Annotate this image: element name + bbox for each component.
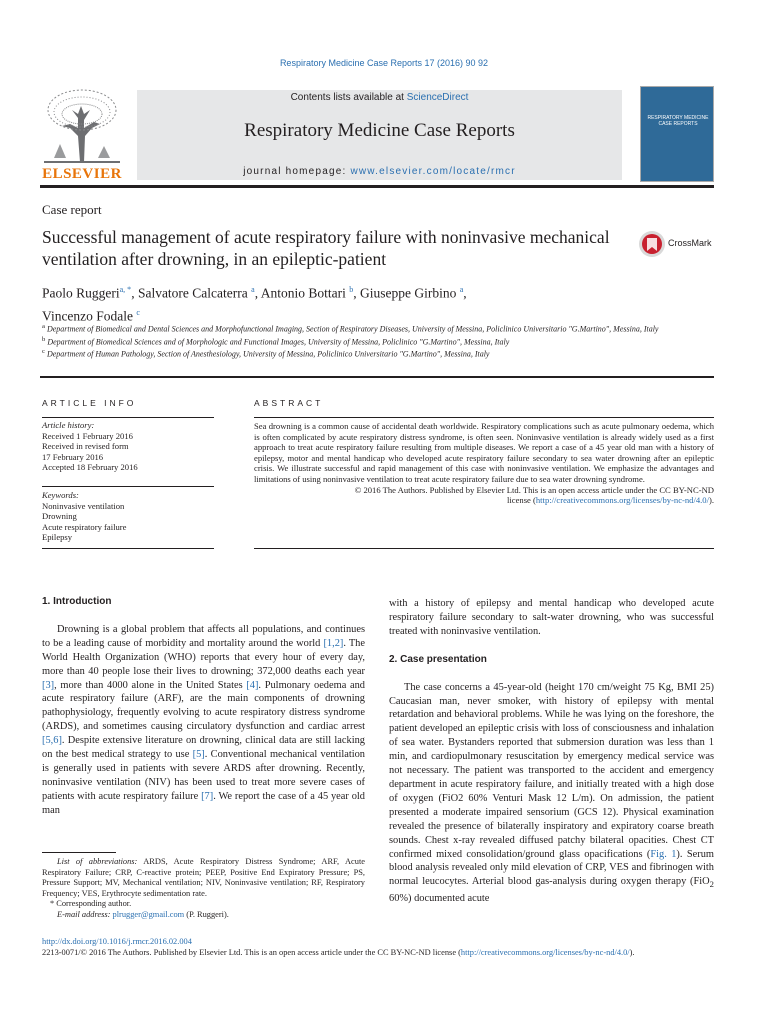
author-affiliation-mark[interactable]: a [251, 285, 255, 294]
email-note: E-mail address: plrugger@gmail.com (P. Ruggeri). [57, 909, 229, 919]
author-affiliation-mark[interactable]: c [136, 307, 140, 317]
divider [42, 417, 214, 418]
divider [254, 548, 714, 549]
intro-paragraph-continued: with a history of epilepsy and mental handicap who developed acute respiratory failure secondary to salt-water drowning, who was successful treated with noninvasive ventilation. [389, 598, 714, 637]
history-item: Received in revised form [42, 441, 129, 452]
homepage-link[interactable]: www.elsevier.com/locate/rmcr [350, 166, 516, 177]
abstract-heading: ABSTRACT [254, 398, 324, 408]
keywords [42, 490, 214, 543]
journal-title: Respiratory Medicine Case Reports [244, 120, 515, 141]
footer-license: 2213-0071/© 2016 The Authors. Published by Elsevier Ltd. This is an open access article under the CC BY-NC-ND license (http://creativecommons.org/licenses/by-nc-nd/4.0/). [42, 948, 635, 957]
journal-cover-thumbnail[interactable] [640, 86, 714, 182]
body-column-right [389, 597, 714, 906]
citation-link[interactable]: [4] [246, 679, 259, 691]
article-title: Successful management of acute respiratory failure with noninvasive mechanical ventilation after drowning, in an epileptic-patient [42, 227, 610, 269]
copyright-text: © 2016 The Authors. Published by Elsevier Ltd. This is an open access article under the CC BY-NC-ND [354, 484, 714, 495]
figure-link[interactable]: Fig. 1 [650, 848, 677, 860]
journal-homepage [137, 166, 622, 177]
article-history [42, 420, 214, 473]
affiliation: $^c$ Department of Human Pathology, Section of Anesthesiology, University of Messina, Policlinico Universitario "G.Martino", Messina, Italy [42, 348, 490, 359]
license-link[interactable]: http://creativecommons.org/licenses/by-nc-nd/4.0/ [535, 495, 709, 506]
author-affiliation-mark[interactable]: b [349, 285, 354, 294]
cover-title: RESPIRATORY MEDICINE CASE REPORTS [647, 115, 709, 127]
body-column-left [42, 595, 365, 818]
contents-line [137, 92, 622, 103]
article-info-heading: ARTICLE INFO [42, 398, 137, 408]
divider [42, 548, 214, 549]
history-label: Article history: [42, 420, 95, 430]
section-rule [40, 376, 714, 378]
abbreviations-label: List of abbreviations: [57, 857, 138, 866]
article-type: Case report [42, 202, 102, 217]
abbreviations-footnote: List of abbreviations: ARDS, Acute Respiratory Distress Syndrome; ARF, Acute Respiratory Failure; CRP, C-reactive protein; PEEP, Positive End Expiratory Pressure; PS, Pressure Support; MV, Mechanical ventilation; NIV, Noninvasive ventilation; RF, Respiratory Frequency; VES, Erythrocyte sedimentation rate. [42, 857, 366, 898]
history-item: 17 February 2016 [42, 451, 104, 462]
keyword: Acute respiratory failure [42, 521, 127, 532]
footnote-rule [42, 852, 116, 853]
divider [254, 417, 714, 418]
affiliation: $^a$ Department of Biomedical and Dental Sciences and Morphofunctional Imaging, Section of Respiratory Diseases, University of Messina, Policlinico Universitario "G.Martino", Messina, Italy [42, 323, 659, 334]
author[interactable]: Vincenzo Fodale [42, 308, 134, 323]
citation-link[interactable]: [1,2] [323, 637, 344, 649]
section-heading-introduction: 1. Introduction [42, 596, 112, 607]
author[interactable]: Salvatore Calcaterra [137, 285, 248, 301]
citation-link[interactable]: [5] [192, 749, 205, 761]
crossmark-label: CrossMark [668, 238, 712, 248]
abstract-copyright: © 2016 The Authors. Published by Elsevier Ltd. This is an open access article under the CC BY-NC-ND license (http://creativecommons.org/licenses/by-nc-nd/4.0/). [354, 484, 714, 506]
abstract-body [254, 421, 714, 506]
divider [42, 486, 214, 487]
case-paragraph: The case concerns a 45-year-old (height 170 cm/weight 75 Kg, BMI 25) Caucasian man, never smoker, with history of epilepsy with mental retardation and behavioral problems. While he was lying on the foreshore, the patient developed an epileptic crisis with loss of consciousness and inhalation of sea water. Bystanders reported that submersion duration was less than 1 min, and cardiopulmonary resuscitation by emergency medical service was not necessary. The patient was transported to the accident and emergency department in acute respiratory failure, and initially treated with a high dose of oxygen (FiO2 60% Venturi Mask 12 L/m). On admission, the patient presented a moderate impaired sensorium (GCS 12). Physical examination revealed the presence of bilaterally inspiratory and expiratory coarse breath sounds. Chest x-ray revealed diffused patchy bilateral opacities. Chest CT confirmed mixed consolidation/ground glass opacifications (Fig. 1). Serum blood analysis revealed only mild elevation of CRP, VES and fibrinogen with normal leucocytes. Arterial blood gas-analysis during oxygen therapy (FiO$_2$ 60%) documented acute [389, 681, 714, 905]
author[interactable]: Giuseppe Girbino [359, 285, 457, 301]
author-affiliation-mark[interactable]: a, * [119, 285, 132, 294]
citation-link[interactable]: [7] [201, 790, 214, 802]
crossmark-badge[interactable] [638, 229, 714, 259]
doi-link[interactable]: http://dx.doi.org/10.1016/j.rmcr.2016.02.004 [42, 937, 192, 946]
footer-license-link[interactable]: http://creativecommons.org/licenses/by-nc-nd/4.0/ [460, 948, 630, 957]
history-item: Accepted 18 February 2016 [42, 462, 138, 473]
author[interactable]: Antonio Bottari [260, 285, 346, 301]
homepage-prefix: journal homepage: [243, 166, 351, 177]
author-affiliation-mark[interactable]: a [459, 285, 464, 294]
keyword: Epilepsy [42, 532, 73, 543]
keywords-label: Keywords: [42, 490, 79, 500]
elsevier-wordmark: ELSEVIER [42, 166, 122, 182]
keyword: Noninvasive ventilation [42, 500, 125, 511]
header-rule [40, 185, 714, 188]
email-link[interactable]: plrugger@gmail.com [112, 909, 185, 919]
intro-paragraph: Drowning is a global problem that affects all populations, and continues to be a leading cause of morbidity and mortality around the world [1,2]. The World Health Organization (WHO) reports that every hour of every day, more than 40 people lose their lives to drowning; 372,000 deaths each year [3], more than 4000 alone in the United States [4]. Pulmonary oedema and acute respiratory failure (ARF), are the main components of drowning pathophysiology, frequently evolving to acute respiratory distress syndrome (ARDS), and sometimes causing circulatory dysfunction and cardiac arrest [5,6]. Despite extensive literature on drowning, clinical data are still lacking on the best medical strategy to use [5]. Conventional mechanical ventilation is generally used in patients with severe ARDS after drowning. Recently, noninvasive ventilation (NIV) has been used to treat more severe cases of patients with acute respiratory failure [7]. We report the case of a 45 year old man [42, 623, 365, 816]
section-heading-case-presentation: 2. Case presentation [389, 653, 487, 665]
sciencedirect-link[interactable]: ScienceDirect [406, 92, 469, 103]
author[interactable]: Paolo Ruggeri [42, 285, 120, 301]
footnotes [42, 857, 365, 921]
contents-prefix: Contents lists available at [290, 92, 407, 103]
journal-reference[interactable]: Respiratory Medicine Case Reports 17 (2016) 90 92 [279, 58, 489, 68]
corresponding-author-note: * Corresponding author. [50, 899, 132, 909]
keyword: Drowning [42, 511, 77, 522]
citation-link[interactable]: [3] [42, 679, 55, 691]
citation-link[interactable]: [5,6] [42, 735, 62, 747]
affiliation: $^b$ Department of Biomedical Sciences and of Morphologic and Functional Images, University of Messina, Policlinico "G.Martino", Messina, Italy [42, 335, 510, 347]
author-list: Paolo Ruggeri$^{a, *}$, Salvatore Calcaterra $^a$, Antonio Bottari $^b$, Giuseppe Girbino $^a$, Vincenzo Fodale $^c$ [42, 285, 467, 323]
affiliations [42, 322, 722, 360]
abstract-text: Sea drowning is a common cause of accidental death worldwide. Respiratory complications such as acute pulmonary oedema, which is often complicated by acute respiratory distress syndrome, is often seen. Noninvasive ventilation is already widely used as a first approach to treat acute respiratory failure resulting from multiple diseases. We report a case of a 45 year old man with a history of epilepsy, motor and mental handicap who developed acute respiratory failure secondary to sea water drowning after an epileptic crisis. We illustrate successful and rapid management of this case with noninvasive ventilation. We emphasize the advantages and limitations of using noninvasive ventilation to treat acute respiratory failure due to sea water drowning syndrome. [254, 421, 714, 484]
history-item: Received 1 February 2016 [42, 430, 133, 441]
